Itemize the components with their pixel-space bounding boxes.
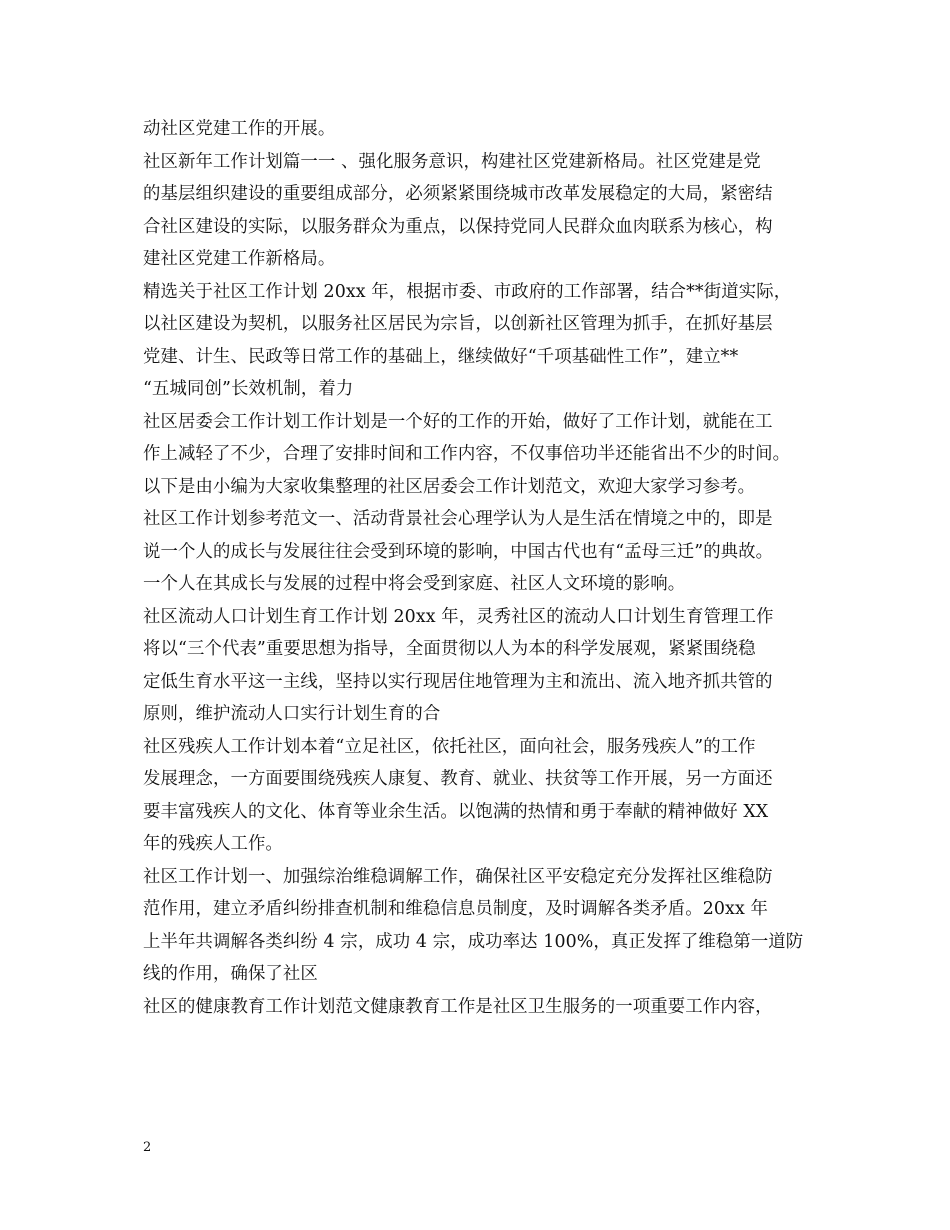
text-line: 的基层组织建设的重要组成部分，必须紧紧围绕城市改革发展稳定的大局，紧密结 xyxy=(143,184,773,204)
text-line: 社区新年工作计划篇一一 、强化服务意识，构建社区党建新格局。社区党建是党 xyxy=(143,151,761,172)
document-body xyxy=(143,113,809,1023)
text-line: 一个人在其成长与发展的过程中将会受到家庭、社区人文环境的影响。 xyxy=(143,574,686,594)
text-line: 动社区党建工作的开展。 xyxy=(143,119,336,139)
text-line: 社区流动人口计划生育工作计划 20xx 年，灵秀社区的流动人口计划生育管理工作 xyxy=(143,606,774,627)
text-line: 线的作用，确保了社区 xyxy=(143,964,318,984)
text-line: “五城同创”长效机制，着力 xyxy=(143,379,354,399)
text-line: 原则，维护流动人口实行计划生育的合 xyxy=(143,704,441,724)
text-line: 合社区建设的实际，以服务群众为重点，以保持党同人民群众血肉联系为核心，构 xyxy=(143,216,773,237)
page-number: 2 xyxy=(143,1140,152,1155)
text-line: 以下是由小编为大家收集整理的社区居委会工作计划范文，欢迎大家学习参考。 xyxy=(143,476,756,497)
text-line: 建社区党建工作新格局。 xyxy=(143,249,336,269)
text-line: 社区居委会工作计划工作计划是一个好的工作的开始，做好了工作计划，就能在工 xyxy=(143,411,773,432)
text-line: 范作用，建立矛盾纠纷排查机制和维稳信息员制度，及时调解各类矛盾。20xx 年 xyxy=(143,899,768,919)
text-line: 年的残疾人工作。 xyxy=(143,834,283,854)
text-line: 精选关于社区工作计划 20xx 年，根据市委、市政府的工作部署，结合**街道实际， xyxy=(143,281,792,302)
text-line: 社区工作计划参考范文一、活动背景社会心理学认为人是生活在情境之中的，即是 xyxy=(143,509,773,529)
text-line: 上半年共调解各类纠纷 4 宗，成功 4 宗，成功率达 100%，真正发挥了维稳第一道防 xyxy=(143,931,804,952)
text-line: 发展理念，一方面要围绕残疾人康复、教育、就业、扶贫等工作开展，另一方面还 xyxy=(143,769,773,789)
text-line: 将以“三个代表”重要思想为指导，全面贯彻以人为本的科学发展观，紧紧围绕稳 xyxy=(143,639,756,659)
text-line: 社区的健康教育工作计划范文健康教育工作是社区卫生服务的一项重要工作内容， xyxy=(143,996,773,1017)
text-line: 要丰富残疾人的文化、体育等业余生活。以饱满的热情和勇于奉献的精神做好 XX xyxy=(143,801,769,822)
text-line: 作上减轻了不少，合理了安排时间和工作内容，不仅事倍功半还能省出不少的时间。 xyxy=(143,444,791,464)
text-line: 党建、计生、民政等日常工作的基础上，继续做好“千项基础性工作”，建立** xyxy=(143,346,739,367)
text-line: 社区工作计划一、加强综治维稳调解工作，确保社区平安稳定充分发挥社区维稳防 xyxy=(143,866,773,887)
text-line: 定低生育水平这一主线，坚持以实行现居住地管理为主和流出、流入地齐抓共管的 xyxy=(143,671,773,692)
text-line: 社区残疾人工作计划本着“立足社区，依托社区，面向社会，服务残疾人”的工作 xyxy=(143,736,756,757)
text-line: 以社区建设为契机，以服务社区居民为宗旨，以创新社区管理为抓手，在抓好基层 xyxy=(143,314,773,334)
text-line: 说一个人的成长与发展往往会受到环境的影响，中国古代也有“孟母三迁”的典故。 xyxy=(143,541,774,562)
